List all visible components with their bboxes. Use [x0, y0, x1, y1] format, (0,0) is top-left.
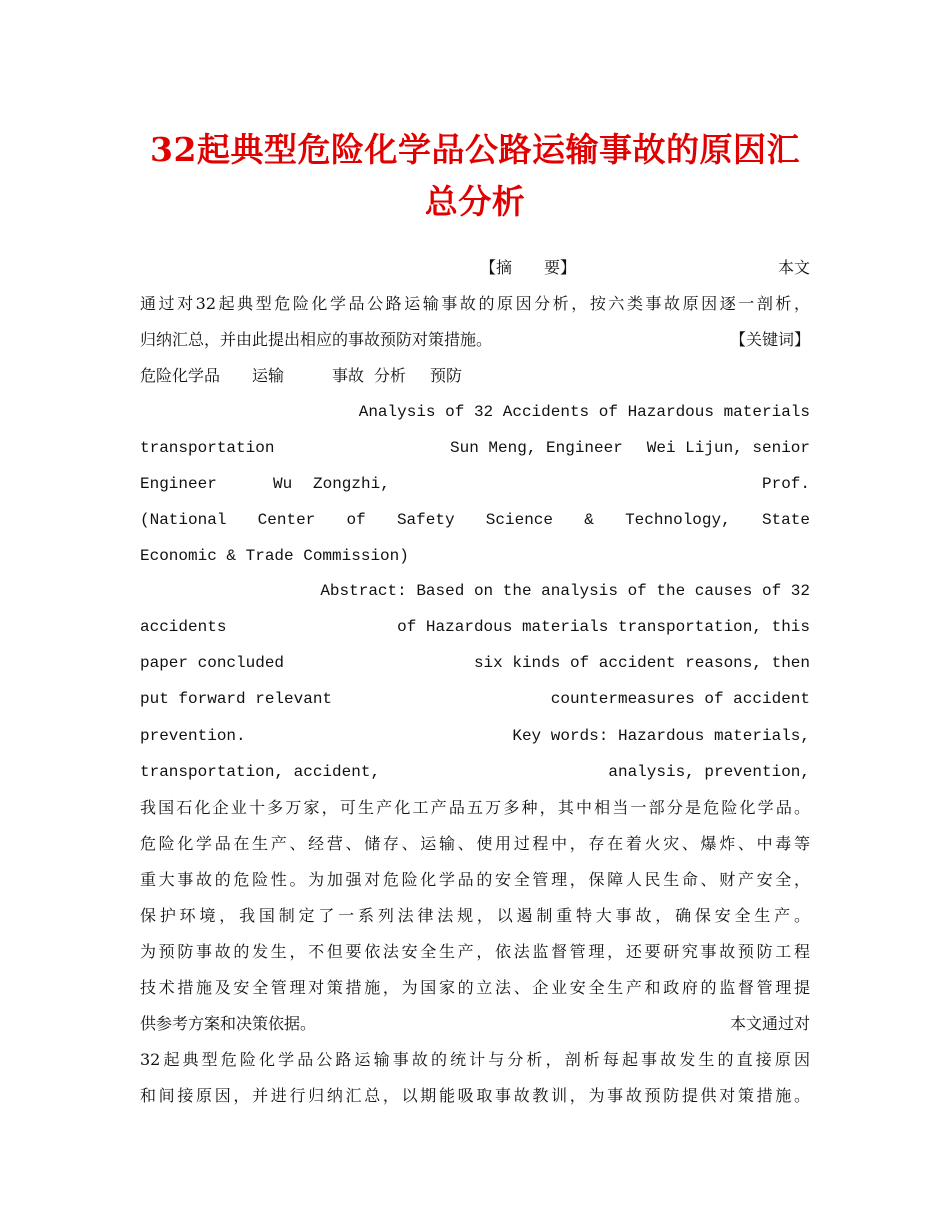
- title-line-2: 总分析: [424, 182, 526, 221]
- document-title: [140, 127, 810, 225]
- keyword: 事故: [332, 366, 365, 385]
- body-line: 供参考方案和决策依据。 本文通过对: [140, 1014, 810, 1033]
- abstract-label: 【摘 要】: [480, 258, 577, 277]
- keywords-line: [140, 361, 810, 391]
- english-title-line: [140, 397, 810, 427]
- abstract-label-line: [140, 253, 810, 283]
- authors-line: Engineer Wu Zongzhi, Prof.: [140, 475, 810, 493]
- english-abstract-line: prevention. Key words: Hazardous materials,: [140, 727, 810, 745]
- body-line: 32起典型危险化学品公路运输事故的统计与分析，剖析每起事故发生的直接原因: [140, 1050, 810, 1069]
- affiliation-line: (National Center of Safety Science & Technology, State: [140, 511, 810, 529]
- english-title: Analysis of 32 Accidents of Hazardous materials: [358, 403, 810, 421]
- body-line: 技术措施及安全管理对策措施，为国家的立法、企业安全生产和政府的监督管理提: [140, 978, 810, 997]
- author: Wei Lijun, senior: [646, 439, 810, 457]
- abstract-line: 归纳汇总，并由此提出相应的事故预防对策措施。 【关键词】: [140, 325, 810, 355]
- abstract-text-start: 本文: [777, 258, 810, 277]
- title-line-1: 32起典型危险化学品公路运输事故的原因汇: [150, 130, 800, 169]
- affiliation-line: Economic & Trade Commission): [140, 547, 409, 565]
- body-line: 危险化学品在生产、经营、储存、运输、使用过程中，存在着火灾、爆炸、中毒等: [140, 834, 810, 853]
- keyword: 预防: [430, 366, 463, 385]
- body-line: 保护环境，我国制定了一系列法律法规，以遏制重特大事故，确保安全生产。: [140, 906, 810, 925]
- authors-line: transportation Sun Meng, Engineer Wei Lijun, senior: [140, 433, 810, 463]
- english-abstract-line: Abstract: Based on the analysis of the causes of 32: [320, 582, 810, 600]
- author: Sun Meng, Engineer: [450, 439, 623, 457]
- keyword: 运输: [252, 366, 285, 385]
- abstract-line: 通过对32起典型危险化学品公路运输事故的原因分析，按六类事故原因逐一剖析，: [140, 294, 810, 313]
- body-line: 和间接原因，并进行归纳汇总，以期能吸取事故教训，为事故预防提供对策措施。: [140, 1086, 810, 1105]
- keyword: 危险化学品: [140, 366, 221, 385]
- english-abstract-line: transportation, accident, analysis, prevention,: [140, 763, 810, 781]
- keyword: 分析: [374, 366, 407, 385]
- body-line: 我国石化企业十多万家，可生产化工产品五万多种，其中相当一部分是危险化学品。: [140, 798, 810, 817]
- english-abstract-line: accidents of Hazardous materials transportation, this: [140, 618, 810, 636]
- english-abstract-line: paper concluded six kinds of accident reasons, then: [140, 654, 810, 672]
- english-abstract-line: put forward relevant countermeasures of accident: [140, 690, 810, 708]
- keywords-label: 【关键词】: [729, 330, 810, 349]
- body-line: 为预防事故的发生，不但要依法安全生产，依法监督管理，还要研究事故预防工程: [140, 942, 810, 961]
- body-line: 重大事故的危险性。为加强对危险化学品的安全管理，保障人民生命、财产安全，: [140, 870, 810, 889]
